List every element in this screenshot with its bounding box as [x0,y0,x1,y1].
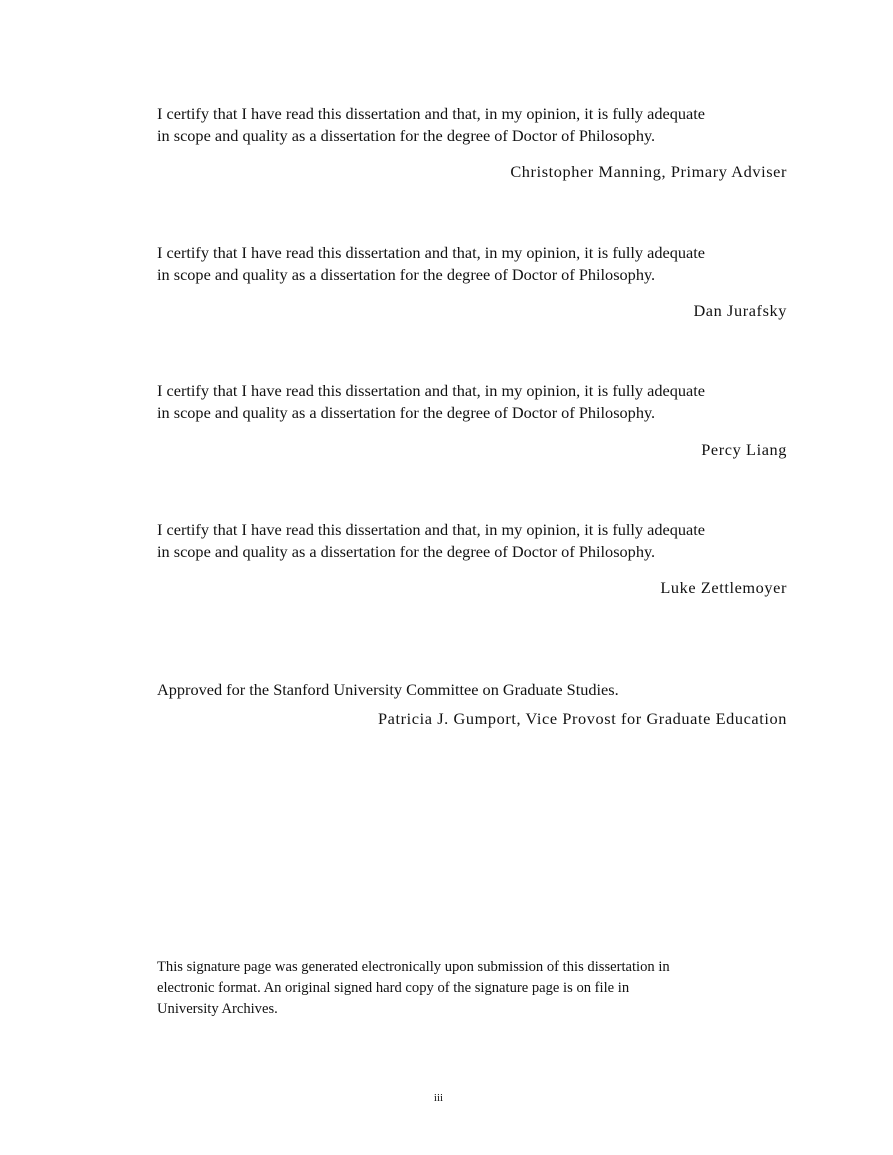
note-line: This signature page was generated electronically upon submission of this dissertation in [157,959,670,975]
certification-line: I certify that I have read this dissertation and that, in my opinion, it is fully adequate [157,520,705,539]
page-number: iii [433,1092,444,1104]
certification-line: I certify that I have read this dissertation and that, in my opinion, it is fully adequate [157,104,705,123]
certification-statement [157,242,797,286]
signer-name: Christopher Manning, Primary Adviser [510,162,787,181]
approval-signer: Patricia J. Gumport, Vice Provost for Graduate Education [378,709,787,728]
certification-line: in scope and quality as a dissertation for the degree of Doctor of Philosophy. [157,126,656,145]
signer-name: Dan Jurafsky [693,301,787,320]
certification-line: I certify that I have read this dissertation and that, in my opinion, it is fully adequate [157,381,705,400]
electronic-signature-note [157,957,777,1020]
certification-statement [157,519,797,563]
certification-line: in scope and quality as a dissertation for the degree of Doctor of Philosophy. [157,542,656,561]
certification-line: in scope and quality as a dissertation for the degree of Doctor of Philosophy. [157,265,656,284]
certification-line: in scope and quality as a dissertation for the degree of Doctor of Philosophy. [157,403,656,422]
certification-statement [157,103,797,147]
certification-statement [157,380,797,424]
note-line: electronic format. An original signed hard copy of the signature page is on file in [157,980,630,996]
note-line: University Archives. [157,1001,278,1017]
certification-line: I certify that I have read this dissertation and that, in my opinion, it is fully adequate [157,243,705,262]
signer-name: Luke Zettlemoyer [660,578,787,597]
approval-statement: Approved for the Stanford University Committee on Graduate Studies. [157,680,619,699]
signer-name: Percy Liang [701,440,787,459]
